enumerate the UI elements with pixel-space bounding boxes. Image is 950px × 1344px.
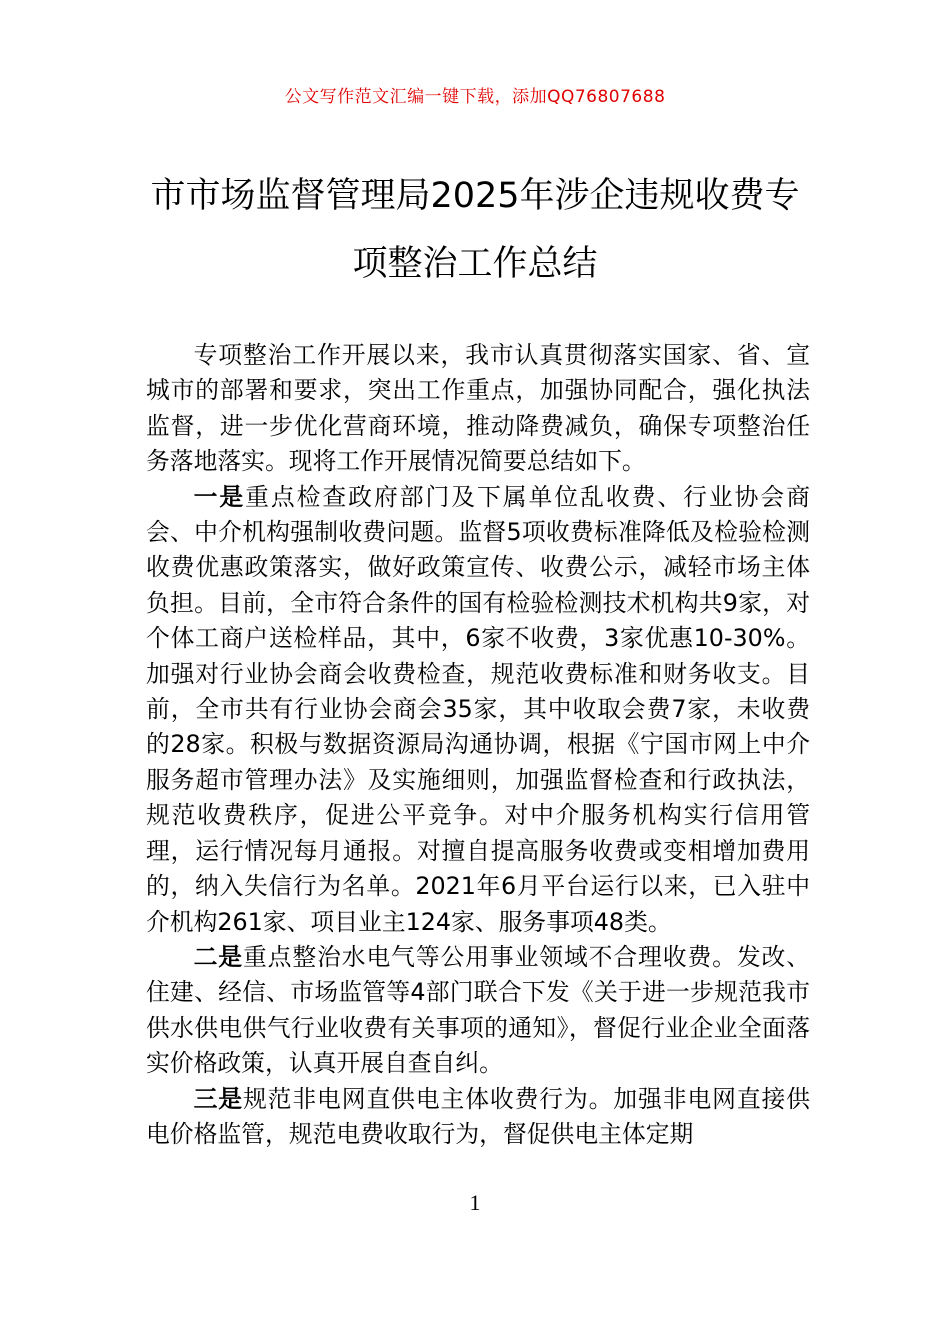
paragraph-item-3 (146, 1082, 810, 1153)
paragraph-text: 重点整治水电气等公用事业领域不合理收费。发改、住建、经信、市场监管等4部门联合下发《关于进一步规范我市供水供电供气行业收费有关事项的通知》，督促行业企业全面落实价格政策，认真开展自查自纠。 (146, 942, 811, 1078)
page-number: 1 (469, 1190, 481, 1215)
paragraph-intro (146, 338, 810, 480)
document-title-line-2: 项整治工作总结 (352, 244, 598, 284)
paragraph-item-2 (146, 940, 810, 1082)
paragraph-text: 规范非电网直供电主体收费行为。加强非电网直接供电价格监管，规范电费收取行为，督促供电主体定期 (146, 1084, 811, 1148)
paragraph-lead: 一是 (193, 482, 246, 511)
paragraph-text: 重点检查政府部门及下属单位乱收费、行业协会商会、中介机构强制收费问题。监督5项收费标准降低及检验检测收费优惠政策落实，做好政策宣传、收费公示，减轻市场主体负担。目前，全市符合条件的国有检验检测技术机构共9家，对个体工商户送检样品，其中，6家不收费，3家优惠10-30%。加强对行业协会商会收费检查，规范收费标准和财务收支。目前，全市共有行业协会商会35家，其中收取会费7家，未收费的28家。积极与数据资源局沟通协调，根据《宁国市网上中介服务超市管理办法》及实施细则，加强监督检查和行政执法，规范收费秩序，促进公平竞争。对中介服务机构实行信用管理，运行情况每月通报。对擅自提高服务收费或变相增加费用的，纳入失信行为名单。2021年6月平台运行以来，已入驻中介机构261家、项目业主124家、服务事项48类。 (146, 482, 810, 936)
document-body (146, 338, 810, 1152)
paragraph-lead: 二是 (193, 942, 243, 971)
paragraph-item-1 (146, 480, 810, 940)
document-title-line-1: 市市场监督管理局2025年涉企违规收费专 (150, 176, 800, 216)
paragraph-lead: 三是 (193, 1084, 243, 1113)
download-banner: 公文写作范文汇编一键下载，添加QQ76807688 (284, 87, 666, 107)
paragraph-text: 专项整治工作开展以来，我市认真贯彻落实国家、省、宣城市的部署和要求，突出工作重点，加强协同配合，强化执法监督，进一步优化营商环境，推动降费减负，确保专项整治任务落地落实。现将工作开展情况简要总结如下。 (146, 341, 810, 476)
